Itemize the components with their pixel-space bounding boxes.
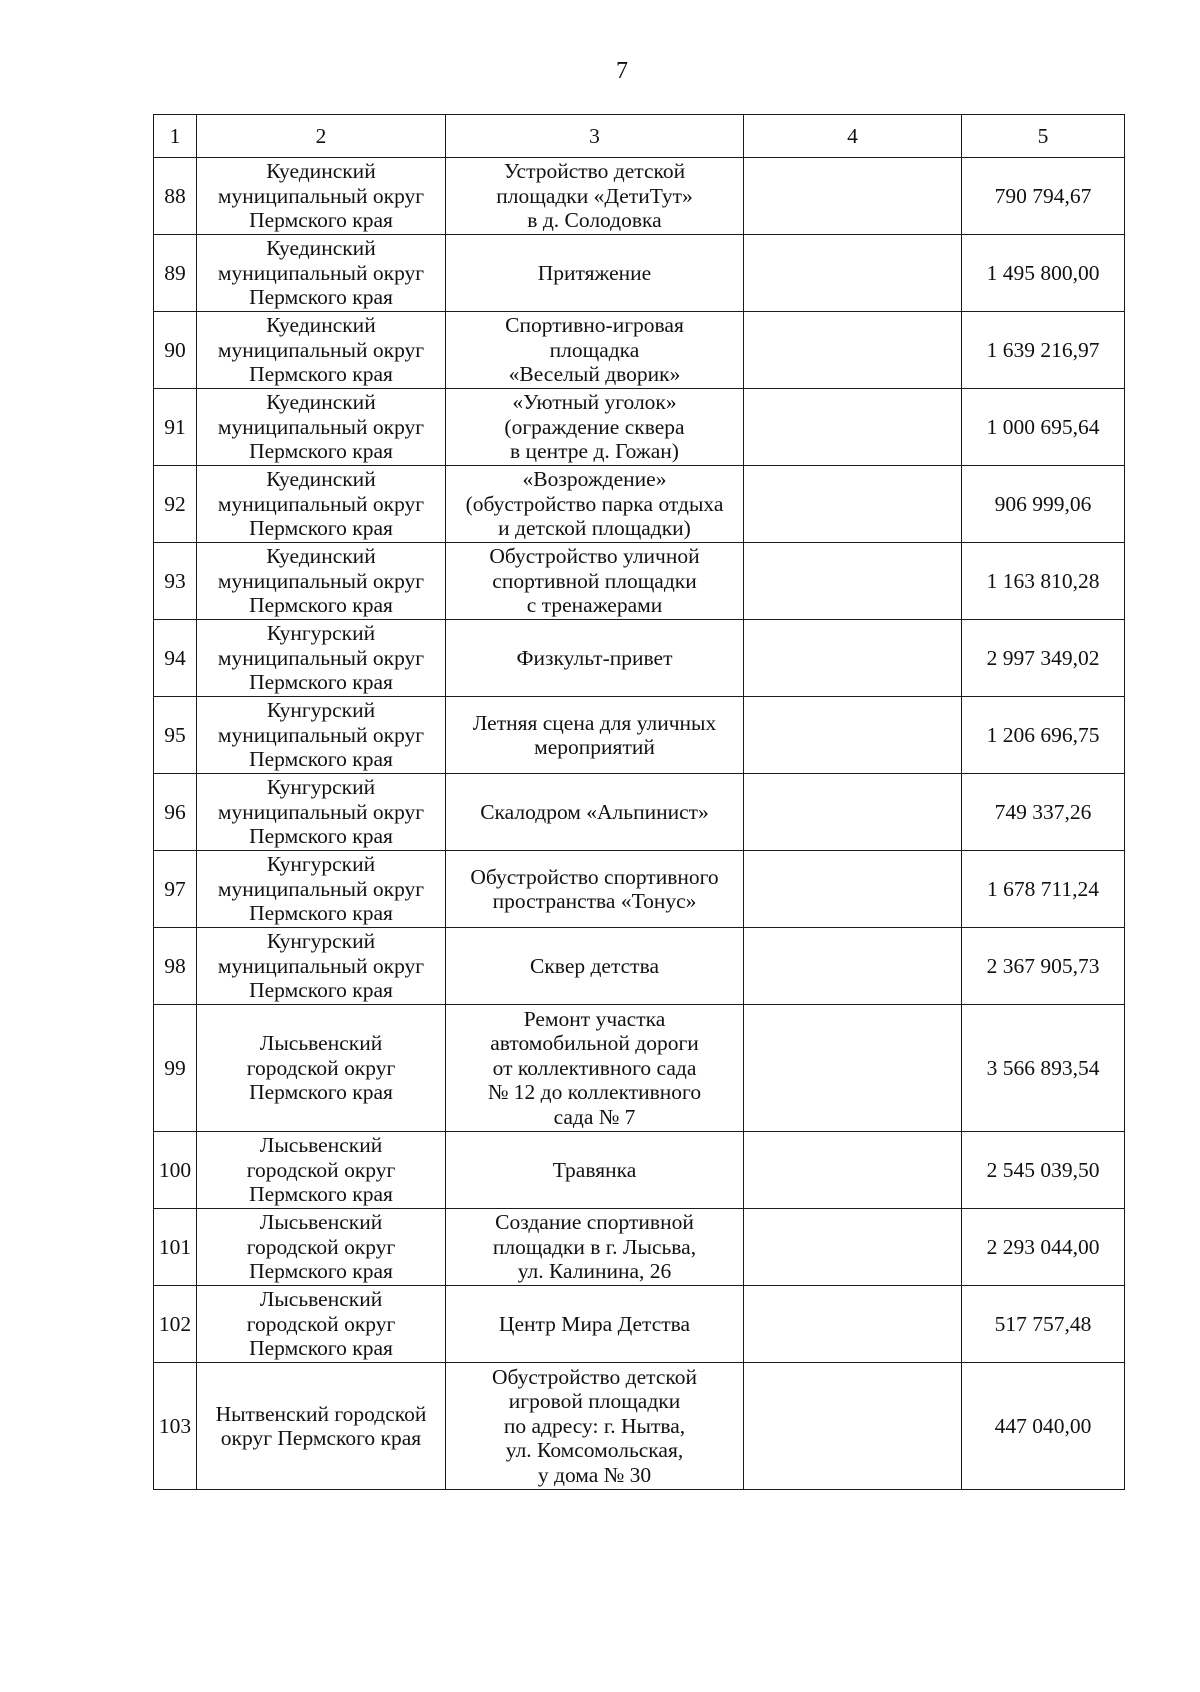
- municipality-line: Куединский: [266, 159, 376, 184]
- municipality-line: округ Пермского края: [220, 1426, 422, 1450]
- funding-table: [153, 114, 1125, 1490]
- municipality-line: муниципальный округ: [217, 799, 425, 824]
- municipality-line: Нытвенский городской: [215, 1401, 427, 1426]
- municipality-line: Лысьвенский: [259, 1133, 383, 1158]
- project-line: площадка: [549, 337, 640, 362]
- table-row: [154, 466, 1125, 543]
- municipality-line: Пермского края: [249, 1336, 393, 1361]
- project-line: «Веселый дворик»: [508, 362, 681, 387]
- table-row: [154, 1209, 1125, 1286]
- municipality-line: Пермского края: [249, 901, 393, 926]
- column-header-3: 3: [446, 115, 744, 158]
- municipality-cell: [197, 312, 446, 389]
- municipality-line: Лысьвенский: [259, 1287, 383, 1312]
- municipality-line: Кунгурский: [266, 852, 376, 877]
- row-number: 95: [154, 697, 197, 774]
- column-header-1: 1: [154, 115, 197, 158]
- project-line: у дома № 30: [537, 1462, 652, 1487]
- amount-cell: 3 566 893,54: [962, 1005, 1125, 1132]
- municipality-line: Лысьвенский: [259, 1210, 383, 1235]
- amount-cell: 1 678 711,24: [962, 851, 1125, 928]
- municipality-cell: [197, 697, 446, 774]
- table-row: [154, 543, 1125, 620]
- column-4-cell: [744, 928, 962, 1005]
- project-line: Обустройство спортивного: [470, 864, 719, 889]
- project-cell: [446, 620, 744, 697]
- municipality-cell: [197, 1209, 446, 1286]
- amount-cell: 1 163 810,28: [962, 543, 1125, 620]
- municipality-line: Пермского края: [249, 593, 393, 618]
- project-line: Спортивно-игровая: [505, 313, 684, 338]
- municipality-line: муниципальный округ: [217, 491, 425, 516]
- table-row: [154, 851, 1125, 928]
- row-number: 94: [154, 620, 197, 697]
- column-4-cell: [744, 1005, 962, 1132]
- municipality-cell: [197, 851, 446, 928]
- row-number: 98: [154, 928, 197, 1005]
- table-row: [154, 697, 1125, 774]
- project-line: (ограждение сквера: [504, 414, 685, 439]
- municipality-cell: [197, 158, 446, 235]
- amount-cell: 2 545 039,50: [962, 1132, 1125, 1209]
- row-number: 100: [154, 1132, 197, 1209]
- amount-cell: 749 337,26: [962, 774, 1125, 851]
- table-row: [154, 312, 1125, 389]
- project-line: Скалодром «Альпинист»: [480, 799, 709, 824]
- table-row: [154, 1363, 1125, 1490]
- project-line: площадки «ДетиТут»: [496, 183, 693, 208]
- table-row: [154, 1132, 1125, 1209]
- municipality-line: муниципальный округ: [217, 876, 425, 901]
- project-cell: [446, 466, 744, 543]
- project-line: ул. Комсомольская,: [505, 1438, 684, 1463]
- amount-cell: 790 794,67: [962, 158, 1125, 235]
- municipality-line: Пермского края: [249, 1259, 393, 1284]
- project-cell: [446, 389, 744, 466]
- project-line: Физкульт-привет: [516, 645, 673, 670]
- municipality-line: Пермского края: [249, 285, 393, 310]
- municipality-line: Пермского края: [249, 670, 393, 695]
- row-number: 88: [154, 158, 197, 235]
- project-line: от коллективного сада: [492, 1055, 697, 1080]
- project-line: ул. Калинина, 26: [517, 1259, 672, 1284]
- table-row: [154, 235, 1125, 312]
- project-line: площадки в г. Лысьва,: [492, 1234, 697, 1259]
- municipality-line: городской округ: [246, 1055, 396, 1080]
- municipality-line: муниципальный округ: [217, 414, 425, 439]
- municipality-line: муниципальный округ: [217, 722, 425, 747]
- project-line: Летняя сцена для уличных: [472, 710, 717, 735]
- municipality-line: муниципальный округ: [217, 568, 425, 593]
- project-cell: [446, 312, 744, 389]
- row-number: 99: [154, 1005, 197, 1132]
- amount-cell: 1 639 216,97: [962, 312, 1125, 389]
- municipality-cell: [197, 620, 446, 697]
- column-4-cell: [744, 389, 962, 466]
- project-line: с тренажерами: [526, 593, 663, 618]
- municipality-line: Пермского края: [249, 516, 393, 541]
- project-line: Обустройство уличной: [489, 544, 700, 569]
- project-line: мероприятий: [534, 735, 655, 759]
- municipality-line: Лысьвенский: [259, 1031, 383, 1056]
- project-cell: [446, 697, 744, 774]
- municipality-line: Пермского края: [249, 824, 393, 849]
- municipality-line: Куединский: [266, 467, 376, 492]
- amount-cell: 447 040,00: [962, 1363, 1125, 1490]
- amount-cell: 517 757,48: [962, 1286, 1125, 1363]
- row-number: 96: [154, 774, 197, 851]
- municipality-line: городской округ: [246, 1311, 396, 1336]
- project-cell: [446, 1286, 744, 1363]
- project-cell: [446, 774, 744, 851]
- project-line: № 12 до коллективного: [487, 1080, 702, 1105]
- project-line: автомобильной дороги: [490, 1031, 699, 1056]
- municipality-cell: [197, 1132, 446, 1209]
- project-line: Сквер детства: [530, 953, 659, 978]
- municipality-cell: [197, 235, 446, 312]
- row-number: 103: [154, 1363, 197, 1490]
- municipality-cell: [197, 928, 446, 1005]
- row-number: 97: [154, 851, 197, 928]
- municipality-line: Кунгурский: [266, 929, 376, 954]
- municipality-line: Пермского края: [249, 439, 393, 464]
- municipality-cell: [197, 543, 446, 620]
- project-cell: [446, 235, 744, 312]
- municipality-line: Пермского края: [249, 208, 393, 233]
- municipality-line: муниципальный округ: [217, 337, 425, 362]
- municipality-line: Пермского края: [249, 978, 393, 1003]
- municipality-line: муниципальный округ: [217, 183, 425, 208]
- amount-cell: 906 999,06: [962, 466, 1125, 543]
- column-4-cell: [744, 620, 962, 697]
- column-4-cell: [744, 158, 962, 235]
- amount-cell: 1 206 696,75: [962, 697, 1125, 774]
- project-line: Создание спортивной: [495, 1210, 694, 1235]
- municipality-line: Пермского края: [249, 747, 393, 772]
- project-line: в д. Солодовка: [527, 208, 662, 233]
- project-cell: [446, 1132, 744, 1209]
- municipality-cell: [197, 774, 446, 851]
- column-4-cell: [744, 235, 962, 312]
- table-body: [154, 158, 1125, 1490]
- project-line: по адресу: г. Нытва,: [503, 1413, 686, 1438]
- column-4-cell: [744, 543, 962, 620]
- table-row: [154, 928, 1125, 1005]
- row-number: 102: [154, 1286, 197, 1363]
- column-header-2: 2: [197, 115, 446, 158]
- municipality-line: Пермского края: [249, 1080, 393, 1105]
- project-cell: [446, 851, 744, 928]
- amount-cell: 1 495 800,00: [962, 235, 1125, 312]
- municipality-cell: [197, 1363, 446, 1490]
- project-line: игровой площадки: [508, 1389, 681, 1414]
- project-cell: [446, 1209, 744, 1286]
- project-line: Центр Мира Детства: [498, 1311, 691, 1336]
- municipality-line: Кунгурский: [266, 621, 376, 646]
- row-number: 89: [154, 235, 197, 312]
- column-4-cell: [744, 1209, 962, 1286]
- column-header-4: 4: [744, 115, 962, 158]
- amount-cell: 2 997 349,02: [962, 620, 1125, 697]
- table-row: [154, 389, 1125, 466]
- project-cell: [446, 158, 744, 235]
- column-4-cell: [744, 697, 962, 774]
- column-4-cell: [744, 1286, 962, 1363]
- municipality-line: Пермского края: [249, 362, 393, 387]
- project-line: «Уютный уголок»: [512, 390, 677, 415]
- column-header-5: 5: [962, 115, 1125, 158]
- municipality-line: Кунгурский: [266, 698, 376, 723]
- row-number: 92: [154, 466, 197, 543]
- municipality-line: Куединский: [266, 390, 376, 415]
- project-line: «Возрождение»: [522, 467, 667, 492]
- column-4-cell: [744, 1363, 962, 1490]
- project-line: спортивной площадки: [492, 568, 697, 593]
- municipality-line: городской округ: [246, 1157, 396, 1182]
- table-row: [154, 1005, 1125, 1132]
- project-line: Обустройство детской: [492, 1364, 697, 1389]
- table-row: [154, 774, 1125, 851]
- row-number: 93: [154, 543, 197, 620]
- amount-cell: 2 367 905,73: [962, 928, 1125, 1005]
- column-4-cell: [744, 1132, 962, 1209]
- table-row: [154, 158, 1125, 235]
- municipality-cell: [197, 389, 446, 466]
- column-4-cell: [744, 851, 962, 928]
- amount-cell: 2 293 044,00: [962, 1209, 1125, 1286]
- row-number: 90: [154, 312, 197, 389]
- project-line: сада № 7: [553, 1104, 636, 1129]
- municipality-line: Куединский: [266, 544, 376, 569]
- project-line: пространства «Тонус»: [492, 889, 697, 913]
- column-4-cell: [744, 466, 962, 543]
- project-cell: [446, 543, 744, 620]
- table-row: [154, 1286, 1125, 1363]
- project-line: Травянка: [552, 1157, 637, 1182]
- project-line: Устройство детской: [503, 159, 686, 184]
- project-line: Притяжение: [537, 260, 652, 285]
- municipality-line: городской округ: [246, 1234, 396, 1259]
- municipality-cell: [197, 1005, 446, 1132]
- municipality-line: Куединский: [266, 236, 376, 261]
- municipality-line: муниципальный округ: [217, 260, 425, 285]
- header-row: [154, 115, 1125, 158]
- municipality-line: Кунгурский: [266, 775, 376, 800]
- project-cell: [446, 928, 744, 1005]
- project-line: и детской площадки): [498, 516, 691, 541]
- municipality-line: муниципальный округ: [217, 645, 425, 670]
- municipality-cell: [197, 1286, 446, 1363]
- municipality-line: Куединский: [266, 313, 376, 338]
- page-number: 7: [616, 58, 628, 84]
- municipality-line: муниципальный округ: [217, 953, 425, 978]
- project-line: Ремонт участка: [523, 1006, 666, 1031]
- amount-cell: 1 000 695,64: [962, 389, 1125, 466]
- column-4-cell: [744, 312, 962, 389]
- project-line: (обустройство парка отдыха: [465, 491, 724, 516]
- row-number: 91: [154, 389, 197, 466]
- table-row: [154, 620, 1125, 697]
- row-number: 101: [154, 1209, 197, 1286]
- municipality-cell: [197, 466, 446, 543]
- table-header: [154, 115, 1125, 158]
- column-4-cell: [744, 774, 962, 851]
- project-line: в центре д. Гожан): [510, 439, 679, 464]
- project-cell: [446, 1363, 744, 1490]
- project-cell: [446, 1005, 744, 1132]
- municipality-line: Пермского края: [249, 1182, 393, 1207]
